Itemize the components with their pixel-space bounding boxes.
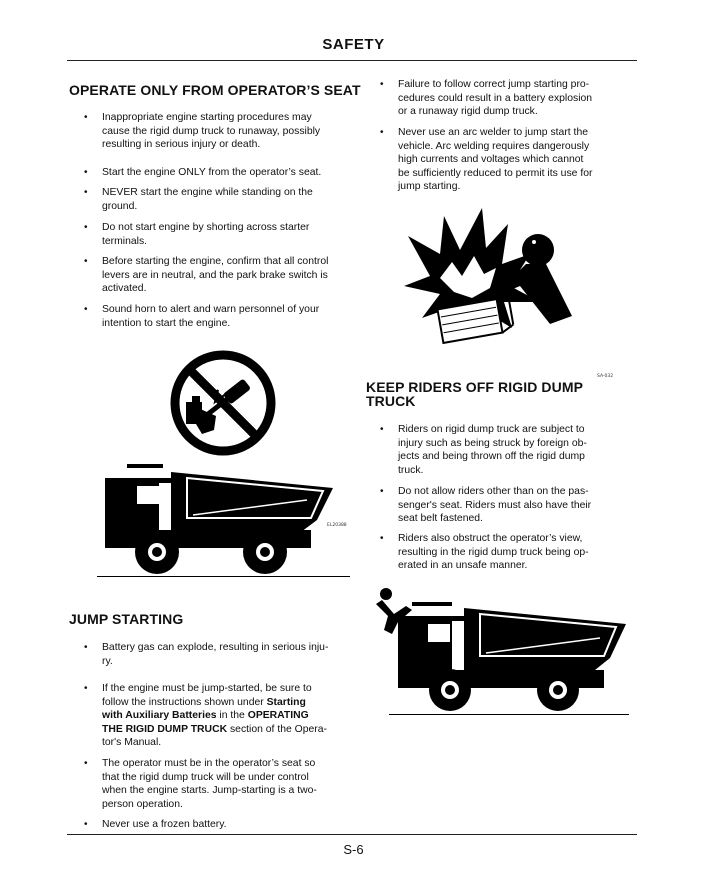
list-item-text: terminals. bbox=[102, 235, 148, 247]
bullet-icon: • bbox=[380, 127, 384, 138]
list-item bbox=[84, 186, 313, 213]
list-item-text: NEVER start the engine while standing on the bbox=[102, 187, 313, 198]
section-heading-jump-starting: JUMP STARTING bbox=[69, 611, 184, 627]
list-item-text: Riders also obstruct the operator’s view, bbox=[398, 533, 583, 544]
list-item-text: person operation. bbox=[102, 798, 183, 810]
section-heading-keep-riders-off: KEEP RIDERS OFF RIGID DUMP TRUCK bbox=[366, 379, 584, 409]
bullet-icon: • bbox=[84, 683, 88, 694]
list-item-text: senger's seat. Riders must also have their bbox=[398, 499, 592, 511]
page-number: S-6 bbox=[343, 842, 364, 857]
bullet-icon: • bbox=[84, 256, 88, 267]
list-item bbox=[84, 111, 321, 152]
list-item-text: high currents and voltages which cannot bbox=[398, 154, 584, 166]
section-heading-operator-seat: OPERATE ONLY FROM OPERATOR’S SEAT bbox=[69, 82, 361, 98]
list-item-text: erated in an unsafe manner. bbox=[398, 560, 528, 572]
list-item-text: Never use an arc welder to jump start the bbox=[398, 127, 589, 138]
list-item-text: Battery gas can explode, resulting in serious inju- bbox=[102, 642, 329, 653]
bullet-icon: • bbox=[84, 819, 88, 830]
page-title: SAFETY bbox=[322, 36, 385, 53]
prohibition-circle-icon bbox=[168, 350, 280, 458]
list-item bbox=[380, 423, 587, 477]
list-item-text: intention to start the engine. bbox=[102, 317, 231, 329]
ground-line bbox=[97, 576, 350, 577]
list-item-text: injury such as being struck by foreign ob- bbox=[398, 437, 587, 449]
bullet-icon: • bbox=[84, 222, 88, 233]
list-item-text: truck. bbox=[398, 464, 424, 476]
bullet-icon: • bbox=[84, 758, 88, 769]
list-item bbox=[380, 78, 593, 119]
list-item-text: Before starting the engine, confirm that all control bbox=[102, 256, 329, 267]
list-item-text: be sufficiently reduced to permit its use for bbox=[398, 167, 593, 179]
list-item bbox=[84, 255, 329, 296]
list-item-text: The operator must be in the operator’s seat so bbox=[102, 758, 316, 769]
list-item bbox=[84, 166, 322, 180]
bullet-icon: • bbox=[84, 642, 88, 653]
list-item bbox=[84, 641, 329, 668]
list-item-text: cedures could result in a battery explosion bbox=[398, 92, 593, 104]
list-item bbox=[380, 485, 592, 526]
list-item-text: ry. bbox=[102, 655, 113, 667]
battery-explosion-icon bbox=[400, 206, 580, 354]
list-item-text: Do not allow riders other than on the pas- bbox=[398, 486, 589, 497]
bullet-icon: • bbox=[380, 424, 384, 435]
list-item-text: resulting in the rigid dump truck being op- bbox=[398, 546, 589, 558]
bullet-icon: • bbox=[84, 187, 88, 198]
list-item-text: with Auxiliary Batteries in the OPERATING bbox=[102, 710, 309, 722]
header-rule bbox=[67, 60, 637, 61]
list-item-text: ground. bbox=[102, 200, 138, 212]
list-item-text: tor's Manual. bbox=[102, 737, 162, 749]
list-item bbox=[380, 532, 589, 573]
bullet-icon: • bbox=[84, 167, 88, 178]
list-item-text: levers are in neutral, and the park brake switch is bbox=[102, 269, 328, 281]
list-item-text: jump starting. bbox=[398, 181, 461, 193]
list-item-text: jects and being thrown off the rigid dump bbox=[398, 451, 585, 463]
list-item-text: seat belt fastened. bbox=[398, 513, 483, 525]
list-item-text: Failure to follow correct jump starting pro- bbox=[398, 79, 590, 90]
list-item-text: Sound horn to alert and warn personnel of your bbox=[102, 304, 320, 315]
bullet-icon: • bbox=[84, 304, 88, 315]
list-item-text: resulting in serious injury or death. bbox=[102, 139, 261, 151]
list-item-text: when the engine starts. Jump-starting is a two- bbox=[102, 785, 317, 797]
list-item-text: cause the rigid dump truck to runaway, possibly bbox=[102, 125, 321, 137]
dump-truck-icon bbox=[97, 460, 351, 582]
list-item-text: Do not start engine by shorting across starter bbox=[102, 222, 310, 233]
bullet-icon: • bbox=[380, 486, 384, 497]
list-item-text: Start the engine ONLY from the operator’s seat. bbox=[102, 167, 322, 178]
ground-line bbox=[389, 714, 629, 715]
list-item-text: follow the instructions shown under Starting bbox=[102, 696, 306, 708]
list-item bbox=[84, 303, 320, 330]
list-item-text: Inappropriate engine starting procedures may bbox=[102, 112, 312, 123]
list-item bbox=[84, 757, 317, 811]
list-item-text: Never use a frozen battery. bbox=[102, 819, 227, 830]
figure-caption: EL20388 bbox=[327, 523, 347, 528]
list-item bbox=[84, 221, 310, 248]
list-item-text: or a runaway rigid dump truck. bbox=[398, 106, 538, 118]
list-item-text: vehicle. Arc welding requires dangerously bbox=[398, 140, 590, 152]
list-item-text: Riders on rigid dump truck are subject to bbox=[398, 424, 585, 435]
list-item-text: that the rigid dump truck will be under control bbox=[102, 771, 309, 783]
list-item bbox=[380, 126, 593, 194]
figure-caption: SA-032 bbox=[597, 374, 614, 379]
bullet-icon: • bbox=[380, 533, 384, 544]
list-item bbox=[84, 818, 227, 832]
list-item bbox=[84, 682, 327, 750]
list-item-text: THE RIGID DUMP TRUCK section of the Opera- bbox=[102, 723, 327, 735]
list-item-text: If the engine must be jump-started, be sure to bbox=[102, 683, 312, 694]
bullet-icon: • bbox=[380, 79, 384, 90]
bullet-icon: • bbox=[84, 112, 88, 123]
footer-rule bbox=[67, 834, 637, 835]
list-item-text: activated. bbox=[102, 283, 147, 295]
rider-falling-icon bbox=[372, 584, 630, 720]
